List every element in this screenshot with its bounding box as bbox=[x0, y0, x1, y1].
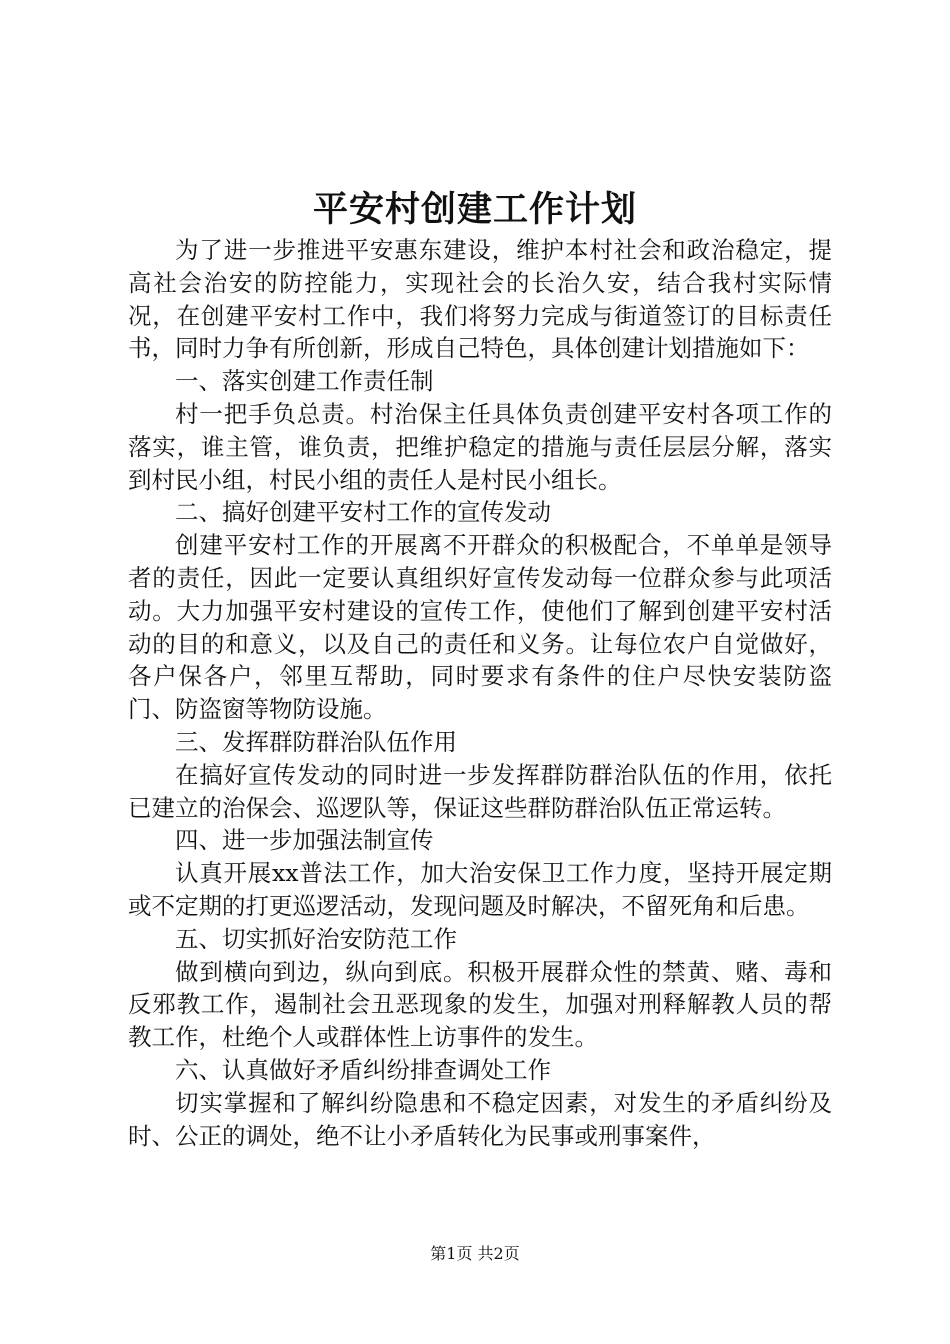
section-heading-1: 一、落实创建工作责任制 bbox=[175, 367, 434, 396]
intro-paragraph: 为了进一步推进平安惠东建设，维护本村社会和政治稳定，提高社会治安的防控能力，实现社会的长治久安，结合我村实际情况，在创建平安村工作中，我们将努力完成与街道签订的目标责任书，同时力争有所创新，形成自己特色，具体创建计划措施如下： bbox=[128, 236, 832, 363]
section-heading-2: 二、搞好创建平安村工作的宣传发动 bbox=[175, 498, 551, 527]
section-heading-5: 五、切实抓好治安防范工作 bbox=[175, 924, 457, 953]
section-paragraph-5: 做到横向到边，纵向到底。积极开展群众性的禁黄、赌、毒和反邪教工作，遏制社会丑恶现象的发生，加强对刑释解教人员的帮教工作，杜绝个人或群体性上访事件的发生。 bbox=[128, 957, 832, 1052]
section-heading-3: 三、发挥群防群治队伍作用 bbox=[175, 727, 457, 756]
page-title: 平安村创建工作计划 bbox=[312, 189, 637, 230]
section-heading-6: 六、认真做好矛盾纠纷排查调处工作 bbox=[175, 1055, 551, 1084]
section-paragraph-6: 切实掌握和了解纠纷隐患和不稳定因素，对发生的矛盾纠纷及时、公正的调处，绝不让小矛盾转化为民事或刑事案件， bbox=[128, 1088, 832, 1150]
document-body bbox=[128, 234, 832, 1152]
section-heading-4: 四、进一步加强法制宣传 bbox=[175, 826, 434, 855]
section-paragraph-3: 在搞好宣传发动的同时进一步发挥群防群治队伍的作用，依托已建立的治保会、巡逻队等，保证这些群防群治队伍正常运转。 bbox=[128, 760, 832, 822]
page-indicator: 第1页 共2页 bbox=[430, 1244, 520, 1263]
section-paragraph-4: 认真开展xx普法工作，加大治安保卫工作力度，坚持开展定期或不定期的打更巡逻活动，发现问题及时解决，不留死角和后患。 bbox=[128, 859, 832, 920]
section-paragraph-1: 村一把手负总责。村治保主任具体负责创建平安村各项工作的落实，谁主管，谁负责，把维护稳定的措施与责任层层分解，落实到村民小组，村民小组的责任人是村民小组长。 bbox=[128, 399, 832, 494]
section-paragraph-2: 创建平安村工作的开展离不开群众的积极配合，不单单是领导者的责任，因此一定要认真组织好宣传发动每一位群众参与此项活动。大力加强平安村建设的宣传工作，使他们了解到创建平安村活动的目的和意义，以及自己的责任和义务。让每位农户自觉做好，各户保各户，邻里互帮助，同时要求有条件的住户尽快安装防盗门、防盗窗等物防设施。 bbox=[128, 531, 832, 724]
